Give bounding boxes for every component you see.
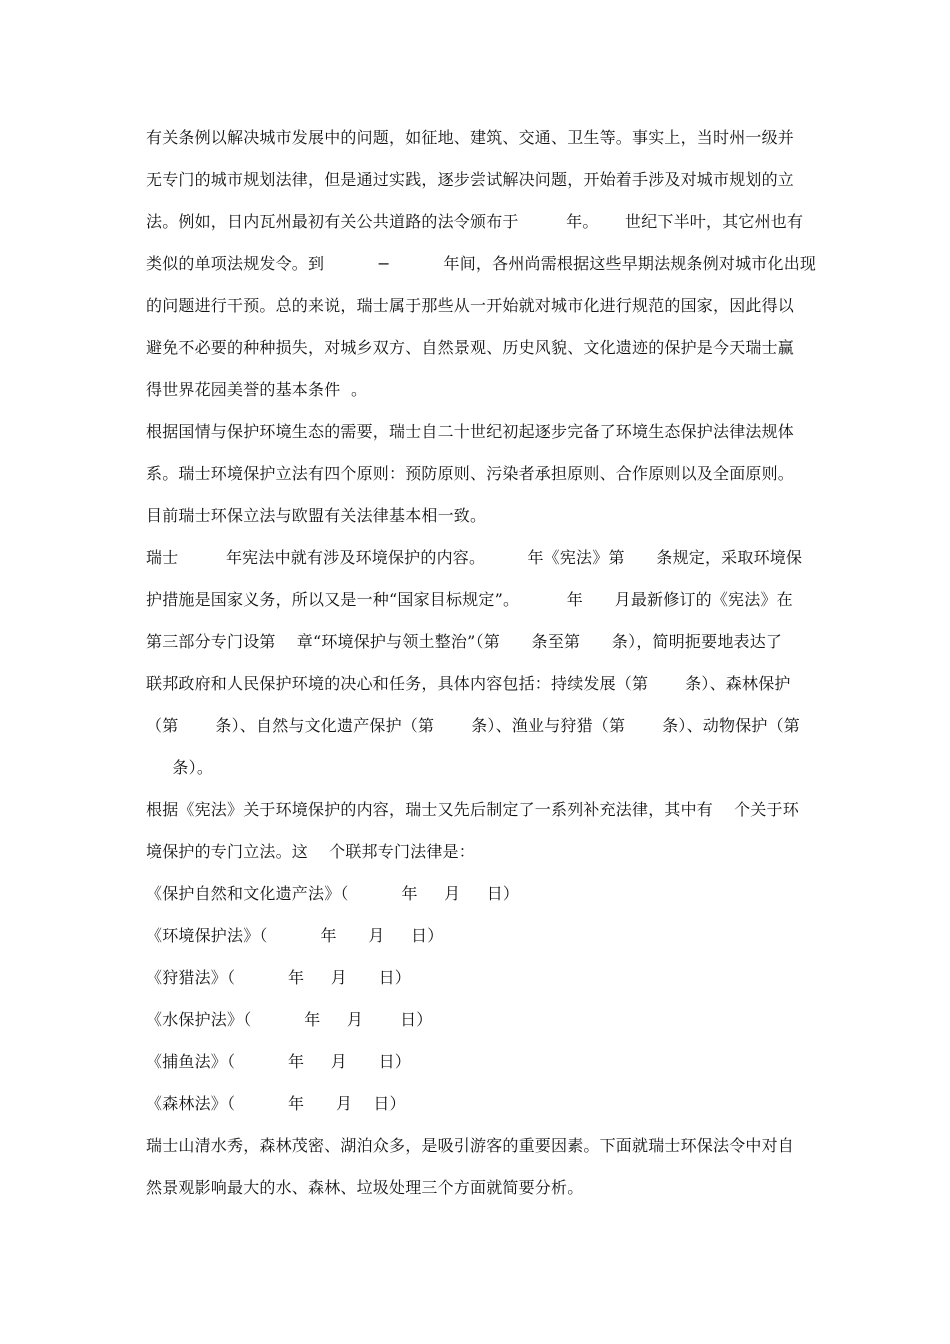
text-line: 的问题进行干预。总的来说，瑞士属于那些从一开始就对城市化进行规范的国家，因此得以 bbox=[146, 296, 795, 315]
text-line: 系。瑞士环境保护立法有四个原则：预防原则、污染者承担原则、合作原则以及全面原则。 bbox=[146, 464, 795, 483]
text-line: 第三部分专门设第 章“环境保护与领土整治”（第 条至第 条），简明扼要地表达了 bbox=[146, 632, 783, 651]
text-line: 瑞士 年宪法中就有涉及环境保护的内容。 年《宪法》第 条规定，采取环境保 bbox=[146, 548, 803, 567]
text-line: 根据国情与保护环境生态的需要，瑞士自二十世纪初起逐步完备了环境生态保护法律法规体 bbox=[146, 422, 795, 441]
text-line: （第 条）、自然与文化遗产保护（第 条）、渔业与狩猎（第 条）、动物保护（第 bbox=[146, 716, 801, 735]
text-line: 类似的单项法规发令。到 − 年间，各州尚需根据这些早期法规条例对城市化出现 bbox=[146, 254, 817, 273]
text-line: 条）。 bbox=[146, 758, 214, 777]
text-line: 避免不必要的种种损失，对城乡双方、自然景观、历史风貌、文化遗迹的保护是今天瑞士赢 bbox=[146, 338, 795, 357]
text-line: 境保护的专门立法。这 个联邦专门法律是： bbox=[146, 842, 475, 861]
law-list-item: 《森林法》（ 年 月 日） bbox=[146, 1094, 406, 1113]
law-list-item: 《捕鱼法》（ 年 月 日） bbox=[146, 1052, 412, 1071]
text-line: 得世界花园美誉的基本条件 。 bbox=[146, 380, 368, 399]
text-line: 联邦政府和人民保护环境的决心和任务，具体内容包括：持续发展（第 条）、森林保护 bbox=[146, 674, 791, 693]
text-line: 有关条例以解决城市发展中的问题，如征地、建筑、交通、卫生等。事实上，当时州一级并 bbox=[146, 128, 795, 147]
law-list-item: 《环境保护法》（ 年 月 日） bbox=[146, 926, 444, 945]
text-line: 瑞士山清水秀，森林茂密、湖泊众多，是吸引游客的重要因素。下面就瑞士环保法令中对自 bbox=[146, 1136, 795, 1155]
text-line: 护措施是国家义务，所以又是一种“国家目标规定”。 年 月最新修订的《宪法》在 bbox=[146, 590, 793, 609]
law-list-item: 《狩猎法》（ 年 月 日） bbox=[146, 968, 412, 987]
text-line: 无专门的城市规划法律，但是通过实践，逐步尝试解决问题，开始着手涉及对城市规划的立 bbox=[146, 170, 795, 189]
text-line: 法。例如，日内瓦州最初有关公共道路的法令颁布于 年。 世纪下半叶，其它州也有 bbox=[146, 212, 804, 231]
law-list-item: 《保护自然和文化遗产法》（ 年 月 日） bbox=[146, 884, 520, 903]
law-list-item: 《水保护法》（ 年 月 日） bbox=[146, 1010, 433, 1029]
text-line: 根据《宪法》关于环境保护的内容，瑞士又先后制定了一系列补充法律，其中有 个关于环 bbox=[146, 800, 799, 819]
text-line: 然景观影响最大的水、森林、垃圾处理三个方面就简要分析。 bbox=[146, 1178, 584, 1197]
text-line: 目前瑞士环保立法与欧盟有关法律基本相一致。 bbox=[146, 506, 487, 525]
